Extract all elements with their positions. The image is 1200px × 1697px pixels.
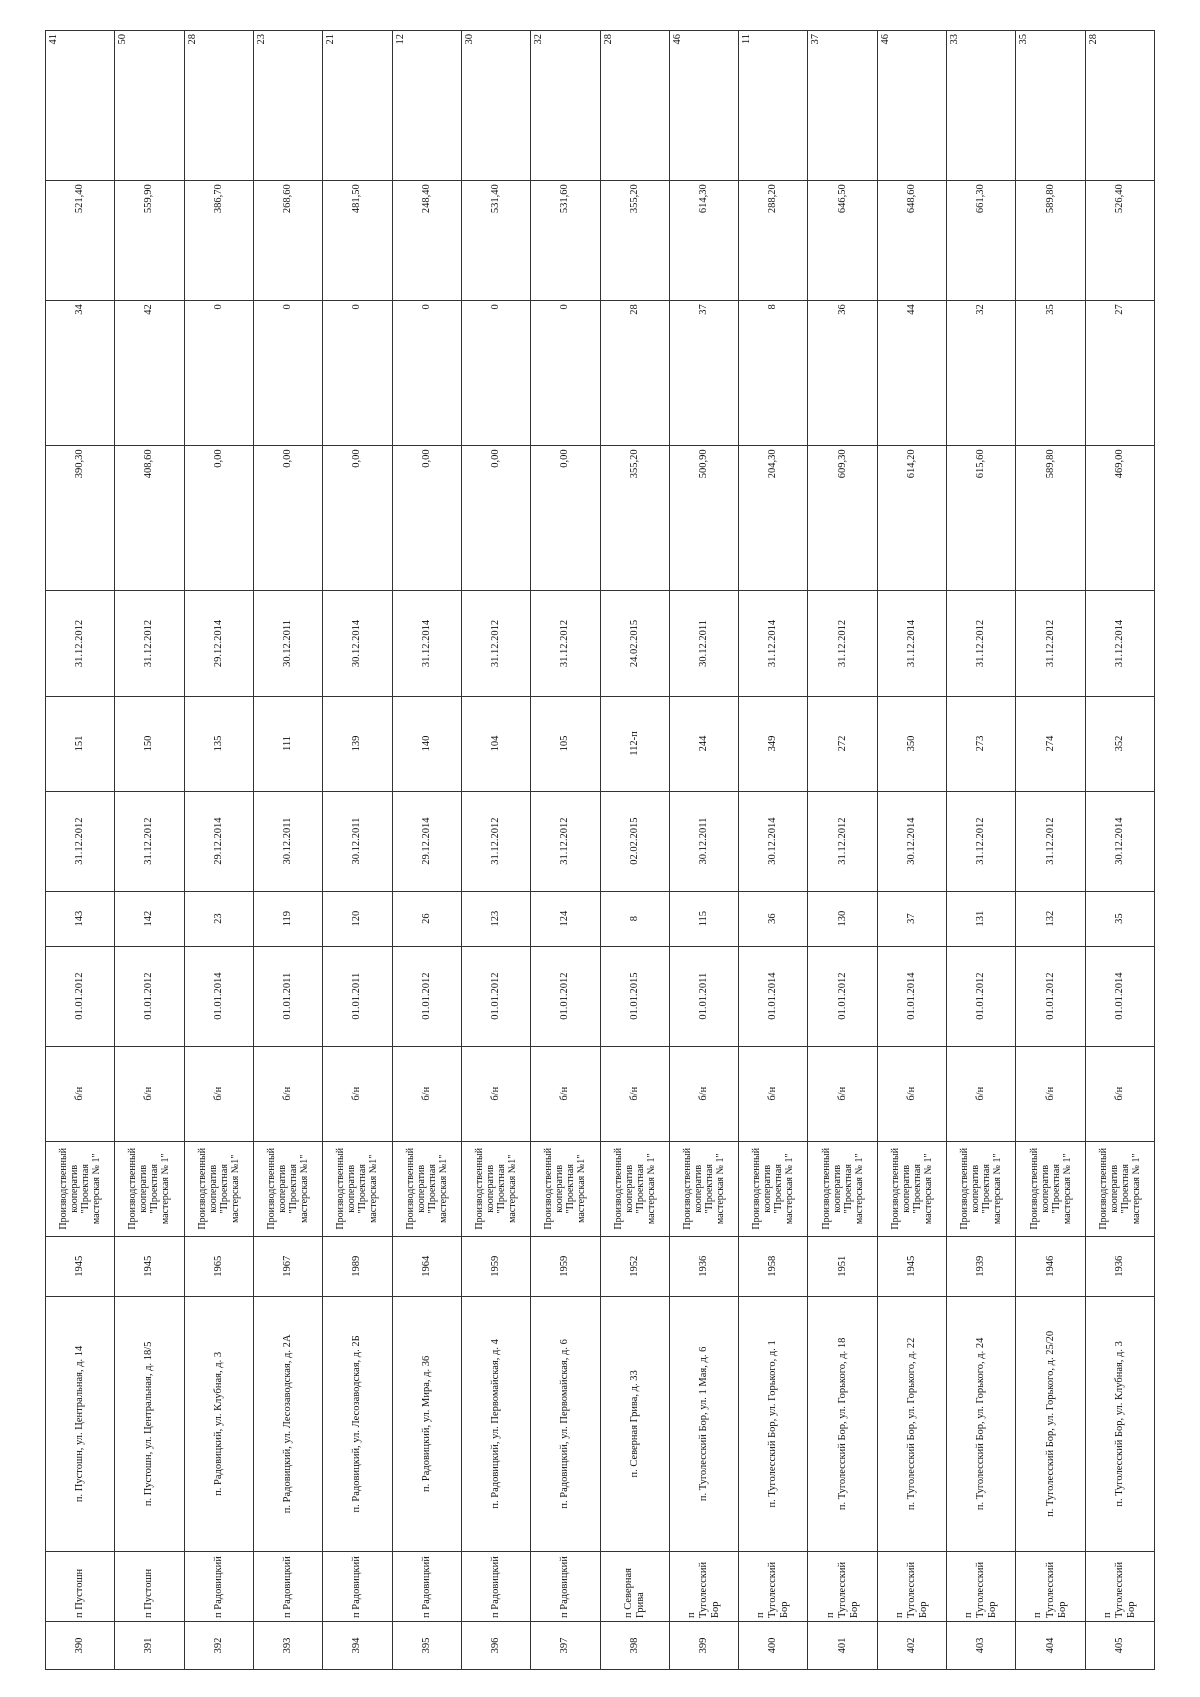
- year-built-cell: 1951: [808, 1236, 877, 1296]
- contractor-cell: Производственный кооператив "Проектная мастерская №1": [392, 1141, 461, 1236]
- order-date-cell: 31.12.2014: [1085, 591, 1154, 696]
- count-1-cell: 0: [323, 301, 392, 446]
- start-date-cell: 01.01.2014: [877, 946, 946, 1046]
- act-number-cell: 131: [947, 891, 1016, 946]
- order-number-cell: 139: [323, 696, 392, 791]
- year-built-cell: 1959: [461, 1236, 530, 1296]
- count-1-cell: 0: [253, 301, 322, 446]
- order-date-cell: 31.12.2012: [808, 591, 877, 696]
- value-1-cell: 0,00: [253, 446, 322, 591]
- table-row: [46, 31, 115, 1670]
- contractor-cell: Производственный кооператив "Проектная мастерская №1": [461, 1141, 530, 1236]
- start-date-cell: 01.01.2012: [947, 946, 1016, 1046]
- count-2-cell: 32: [531, 31, 600, 181]
- act-number-cell: 36: [739, 891, 808, 946]
- document-number-cell: б/н: [1016, 1046, 1085, 1141]
- start-date-cell: 01.01.2011: [253, 946, 322, 1046]
- address-cell: п. Туголесский Бор, ул. 1 Мая, д. 6: [669, 1296, 738, 1551]
- rotated-page: [45, 30, 1155, 1670]
- value-2-cell: 614,30: [669, 181, 738, 301]
- act-date-cell: 31.12.2012: [46, 791, 115, 891]
- table-row: [1016, 31, 1085, 1670]
- row-number-cell: 394: [323, 1621, 392, 1669]
- start-date-cell: 01.01.2014: [1085, 946, 1154, 1046]
- order-number-cell: 150: [115, 696, 184, 791]
- act-date-cell: 29.12.2014: [184, 791, 253, 891]
- order-date-cell: 30.12.2011: [669, 591, 738, 696]
- contractor-cell: Производственный кооператив "Проектная мастерская № 1": [947, 1141, 1016, 1236]
- year-built-cell: 1945: [877, 1236, 946, 1296]
- order-number-cell: 105: [531, 696, 600, 791]
- count-2-cell: 33: [947, 31, 1016, 181]
- start-date-cell: 01.01.2012: [392, 946, 461, 1046]
- contractor-cell: Производственный кооператив "Проектная мастерская № 1": [739, 1141, 808, 1236]
- count-2-cell: 28: [184, 31, 253, 181]
- act-number-cell: 8: [600, 891, 669, 946]
- start-date-cell: 01.01.2012: [1016, 946, 1085, 1046]
- count-1-cell: 27: [1085, 301, 1154, 446]
- order-date-cell: 31.12.2012: [461, 591, 530, 696]
- value-1-cell: 355,20: [600, 446, 669, 591]
- contractor-cell: Производственный кооператив "Проектная мастерская № 1": [808, 1141, 877, 1236]
- address-cell: п. Радовицкий, ул. Первомайская, д. 4: [461, 1296, 530, 1551]
- document-number-cell: б/н: [392, 1046, 461, 1141]
- order-date-cell: 24.02.2015: [600, 591, 669, 696]
- row-number-cell: 401: [808, 1621, 877, 1669]
- address-cell: п. Радовицкий, ул. Первомайская, д. 6: [531, 1296, 600, 1551]
- count-2-cell: 21: [323, 31, 392, 181]
- address-cell: п. Радовицкий, ул. Мира, д. 36: [392, 1296, 461, 1551]
- act-date-cell: 29.12.2014: [392, 791, 461, 891]
- value-1-cell: 0,00: [531, 446, 600, 591]
- act-number-cell: 119: [253, 891, 322, 946]
- year-built-cell: 1945: [46, 1236, 115, 1296]
- table-row: [253, 31, 322, 1670]
- start-date-cell: 01.01.2011: [669, 946, 738, 1046]
- act-date-cell: 31.12.2012: [947, 791, 1016, 891]
- address-cell: п. Северная Грива, д. 33: [600, 1296, 669, 1551]
- address-cell: п. Туголесский Бор, ул. Клубная, д. 3: [1085, 1296, 1154, 1551]
- count-2-cell: 35: [1016, 31, 1085, 181]
- row-number-cell: 399: [669, 1621, 738, 1669]
- count-2-cell: 30: [461, 31, 530, 181]
- order-number-cell: 244: [669, 696, 738, 791]
- value-1-cell: 614,20: [877, 446, 946, 591]
- row-number-cell: 392: [184, 1621, 253, 1669]
- act-number-cell: 115: [669, 891, 738, 946]
- value-2-cell: 646,50: [808, 181, 877, 301]
- document-number-cell: б/н: [253, 1046, 322, 1141]
- document-number-cell: б/н: [461, 1046, 530, 1141]
- table-row: [392, 31, 461, 1670]
- act-date-cell: 30.12.2011: [669, 791, 738, 891]
- row-number-cell: 400: [739, 1621, 808, 1669]
- address-cell: п. Туголесский Бор, ул. Горького, д. 1: [739, 1296, 808, 1551]
- count-1-cell: 28: [600, 301, 669, 446]
- start-date-cell: 01.01.2012: [808, 946, 877, 1046]
- act-number-cell: 142: [115, 891, 184, 946]
- value-2-cell: 288,20: [739, 181, 808, 301]
- contractor-cell: Производственный кооператив "Проектная мастерская № 1": [600, 1141, 669, 1236]
- value-2-cell: 648,60: [877, 181, 946, 301]
- count-1-cell: 32: [947, 301, 1016, 446]
- act-number-cell: 23: [184, 891, 253, 946]
- contractor-cell: Производственный кооператив "Проектная мастерская № 1": [1016, 1141, 1085, 1236]
- document-number-cell: б/н: [115, 1046, 184, 1141]
- contractor-cell: Производственный кооператив "Проектная мастерская №1": [253, 1141, 322, 1236]
- address-cell: п. Пустошн, ул. Центральная, д. 18/5: [115, 1296, 184, 1551]
- count-1-cell: 0: [184, 301, 253, 446]
- table-row: [877, 31, 946, 1670]
- document-number-cell: б/н: [669, 1046, 738, 1141]
- settlement-cell: п Пустошн: [46, 1551, 115, 1621]
- act-number-cell: 123: [461, 891, 530, 946]
- act-date-cell: 30.12.2014: [877, 791, 946, 891]
- count-1-cell: 34: [46, 301, 115, 446]
- document-number-cell: б/н: [600, 1046, 669, 1141]
- table-row: [739, 31, 808, 1670]
- value-2-cell: 559,90: [115, 181, 184, 301]
- order-number-cell: 350: [877, 696, 946, 791]
- order-date-cell: 31.12.2014: [392, 591, 461, 696]
- settlement-cell: п Радовицкий: [461, 1551, 530, 1621]
- table-row: [1085, 31, 1154, 1670]
- act-date-cell: 30.12.2014: [739, 791, 808, 891]
- row-number-cell: 395: [392, 1621, 461, 1669]
- start-date-cell: 01.01.2011: [323, 946, 392, 1046]
- year-built-cell: 1936: [669, 1236, 738, 1296]
- row-number-cell: 397: [531, 1621, 600, 1669]
- document-number-cell: б/н: [947, 1046, 1016, 1141]
- act-number-cell: 124: [531, 891, 600, 946]
- settlement-cell: п Радовицкий: [253, 1551, 322, 1621]
- buildings-table: [45, 30, 1155, 1670]
- act-date-cell: 30.12.2011: [253, 791, 322, 891]
- count-2-cell: 37: [808, 31, 877, 181]
- year-built-cell: 1965: [184, 1236, 253, 1296]
- document-number-cell: б/н: [808, 1046, 877, 1141]
- document-number-cell: б/н: [323, 1046, 392, 1141]
- value-2-cell: 481,50: [323, 181, 392, 301]
- act-date-cell: 31.12.2012: [531, 791, 600, 891]
- year-built-cell: 1989: [323, 1236, 392, 1296]
- table-row: [947, 31, 1016, 1670]
- count-1-cell: 0: [461, 301, 530, 446]
- address-cell: п. Радовицкий, ул. Лесозаводская, д. 2Б: [323, 1296, 392, 1551]
- contractor-cell: Производственный кооператив "Проектная мастерская №1": [323, 1141, 392, 1236]
- settlement-cell: п Радовицкий: [531, 1551, 600, 1621]
- value-2-cell: 526,40: [1085, 181, 1154, 301]
- document-number-cell: б/н: [1085, 1046, 1154, 1141]
- settlement-cell: п Радовицкий: [323, 1551, 392, 1621]
- count-2-cell: 46: [669, 31, 738, 181]
- row-number-cell: 390: [46, 1621, 115, 1669]
- settlement-cell: п Туголесский Бор: [808, 1551, 877, 1621]
- order-number-cell: 349: [739, 696, 808, 791]
- year-built-cell: 1967: [253, 1236, 322, 1296]
- year-built-cell: 1952: [600, 1236, 669, 1296]
- count-1-cell: 8: [739, 301, 808, 446]
- row-number-cell: 393: [253, 1621, 322, 1669]
- value-2-cell: 248,40: [392, 181, 461, 301]
- act-date-cell: 31.12.2012: [808, 791, 877, 891]
- settlement-cell: п Радовицкий: [184, 1551, 253, 1621]
- year-built-cell: 1946: [1016, 1236, 1085, 1296]
- address-cell: п. Туголесский Бор, ул. Горького, д. 18: [808, 1296, 877, 1551]
- table-row: [323, 31, 392, 1670]
- order-date-cell: 29.12.2014: [184, 591, 253, 696]
- row-number-cell: 405: [1085, 1621, 1154, 1669]
- start-date-cell: 01.01.2012: [461, 946, 530, 1046]
- start-date-cell: 01.01.2012: [46, 946, 115, 1046]
- start-date-cell: 01.01.2014: [184, 946, 253, 1046]
- table-row: [531, 31, 600, 1670]
- start-date-cell: 01.01.2015: [600, 946, 669, 1046]
- count-2-cell: 28: [1085, 31, 1154, 181]
- order-date-cell: 31.12.2012: [1016, 591, 1085, 696]
- count-1-cell: 0: [531, 301, 600, 446]
- table-row: [461, 31, 530, 1670]
- order-date-cell: 31.12.2012: [947, 591, 1016, 696]
- row-number-cell: 391: [115, 1621, 184, 1669]
- row-number-cell: 396: [461, 1621, 530, 1669]
- act-date-cell: 31.12.2012: [461, 791, 530, 891]
- contractor-cell: Производственный кооператив "Проектная мастерская № 1": [115, 1141, 184, 1236]
- act-number-cell: 130: [808, 891, 877, 946]
- table-row: [600, 31, 669, 1670]
- settlement-cell: п Туголесский Бор: [739, 1551, 808, 1621]
- value-2-cell: 661,30: [947, 181, 1016, 301]
- value-1-cell: 615,60: [947, 446, 1016, 591]
- count-2-cell: 11: [739, 31, 808, 181]
- value-1-cell: 609,30: [808, 446, 877, 591]
- value-1-cell: 469,00: [1085, 446, 1154, 591]
- document-number-cell: б/н: [877, 1046, 946, 1141]
- contractor-cell: Производственный кооператив "Проектная мастерская № 1": [1085, 1141, 1154, 1236]
- value-1-cell: 0,00: [461, 446, 530, 591]
- table-row: [808, 31, 877, 1670]
- order-number-cell: 352: [1085, 696, 1154, 791]
- value-2-cell: 531,60: [531, 181, 600, 301]
- act-number-cell: 120: [323, 891, 392, 946]
- count-1-cell: 44: [877, 301, 946, 446]
- value-1-cell: 0,00: [392, 446, 461, 591]
- value-1-cell: 0,00: [184, 446, 253, 591]
- document-number-cell: б/н: [739, 1046, 808, 1141]
- address-cell: п. Радовицкий, ул. Клубная, д. 3: [184, 1296, 253, 1551]
- act-date-cell: 31.12.2012: [1016, 791, 1085, 891]
- settlement-cell: п Северная Грива: [600, 1551, 669, 1621]
- order-date-cell: 31.12.2012: [531, 591, 600, 696]
- act-date-cell: 31.12.2012: [115, 791, 184, 891]
- settlement-cell: п Туголесский Бор: [947, 1551, 1016, 1621]
- value-1-cell: 204,30: [739, 446, 808, 591]
- contractor-cell: Производственный кооператив "Проектная мастерская № 1": [877, 1141, 946, 1236]
- count-2-cell: 23: [253, 31, 322, 181]
- contractor-cell: Производственный кооператив "Проектная мастерская № 1": [46, 1141, 115, 1236]
- table-row: [115, 31, 184, 1670]
- value-1-cell: 390,30: [46, 446, 115, 591]
- document-number-cell: б/н: [184, 1046, 253, 1141]
- contractor-cell: Производственный кооператив "Проектная мастерская №1": [184, 1141, 253, 1236]
- address-cell: п. Туголесский Бор, ул. Горького, д. 25/20: [1016, 1296, 1085, 1551]
- act-number-cell: 37: [877, 891, 946, 946]
- settlement-cell: п Туголесский Бор: [669, 1551, 738, 1621]
- count-1-cell: 35: [1016, 301, 1085, 446]
- order-number-cell: 112-п: [600, 696, 669, 791]
- act-number-cell: 35: [1085, 891, 1154, 946]
- order-date-cell: 31.12.2012: [115, 591, 184, 696]
- year-built-cell: 1964: [392, 1236, 461, 1296]
- year-built-cell: 1939: [947, 1236, 1016, 1296]
- value-2-cell: 521,40: [46, 181, 115, 301]
- act-date-cell: 02.02.2015: [600, 791, 669, 891]
- year-built-cell: 1958: [739, 1236, 808, 1296]
- year-built-cell: 1945: [115, 1236, 184, 1296]
- settlement-cell: п Туголесский Бор: [1016, 1551, 1085, 1621]
- count-1-cell: 36: [808, 301, 877, 446]
- address-cell: п. Туголесский Бор, ул. Горького, д. 24: [947, 1296, 1016, 1551]
- value-2-cell: 531,40: [461, 181, 530, 301]
- value-2-cell: 355,20: [600, 181, 669, 301]
- contractor-cell: Производственный кооператив "Проектная мастерская №1": [531, 1141, 600, 1236]
- start-date-cell: 01.01.2012: [531, 946, 600, 1046]
- value-1-cell: 500,90: [669, 446, 738, 591]
- count-1-cell: 42: [115, 301, 184, 446]
- address-cell: п. Радовицкий, ул. Лесозаводская, д. 2А: [253, 1296, 322, 1551]
- count-2-cell: 12: [392, 31, 461, 181]
- order-number-cell: 272: [808, 696, 877, 791]
- document-number-cell: б/н: [46, 1046, 115, 1141]
- order-number-cell: 140: [392, 696, 461, 791]
- order-date-cell: 31.12.2014: [877, 591, 946, 696]
- row-number-cell: 404: [1016, 1621, 1085, 1669]
- order-number-cell: 135: [184, 696, 253, 791]
- table-row: [669, 31, 738, 1670]
- value-2-cell: 589,80: [1016, 181, 1085, 301]
- row-number-cell: 398: [600, 1621, 669, 1669]
- count-2-cell: 41: [46, 31, 115, 181]
- year-built-cell: 1936: [1085, 1236, 1154, 1296]
- table-row: [184, 31, 253, 1670]
- order-number-cell: 104: [461, 696, 530, 791]
- value-2-cell: 386,70: [184, 181, 253, 301]
- value-1-cell: 408,60: [115, 446, 184, 591]
- year-built-cell: 1959: [531, 1236, 600, 1296]
- act-number-cell: 132: [1016, 891, 1085, 946]
- start-date-cell: 01.01.2012: [115, 946, 184, 1046]
- row-number-cell: 403: [947, 1621, 1016, 1669]
- order-date-cell: 30.12.2014: [323, 591, 392, 696]
- table-body: [46, 31, 1155, 1670]
- order-date-cell: 30.12.2011: [253, 591, 322, 696]
- act-date-cell: 30.12.2011: [323, 791, 392, 891]
- order-date-cell: 31.12.2014: [739, 591, 808, 696]
- order-number-cell: 274: [1016, 696, 1085, 791]
- count-1-cell: 0: [392, 301, 461, 446]
- order-number-cell: 273: [947, 696, 1016, 791]
- count-2-cell: 28: [600, 31, 669, 181]
- document-number-cell: б/н: [531, 1046, 600, 1141]
- contractor-cell: Производственный кооператив "Проектная мастерская № 1": [669, 1141, 738, 1236]
- act-number-cell: 143: [46, 891, 115, 946]
- order-date-cell: 31.12.2012: [46, 591, 115, 696]
- row-number-cell: 402: [877, 1621, 946, 1669]
- address-cell: п. Пустошн, ул. Центральная, д. 14: [46, 1296, 115, 1551]
- count-1-cell: 37: [669, 301, 738, 446]
- act-date-cell: 30.12.2014: [1085, 791, 1154, 891]
- act-number-cell: 26: [392, 891, 461, 946]
- address-cell: п. Туголесский Бор, ул. Горького, д. 22: [877, 1296, 946, 1551]
- settlement-cell: п Туголесский Бор: [877, 1551, 946, 1621]
- count-2-cell: 50: [115, 31, 184, 181]
- order-number-cell: 111: [253, 696, 322, 791]
- value-2-cell: 268,60: [253, 181, 322, 301]
- count-2-cell: 46: [877, 31, 946, 181]
- order-number-cell: 151: [46, 696, 115, 791]
- value-1-cell: 589,80: [1016, 446, 1085, 591]
- value-1-cell: 0,00: [323, 446, 392, 591]
- start-date-cell: 01.01.2014: [739, 946, 808, 1046]
- settlement-cell: п Радовицкий: [392, 1551, 461, 1621]
- settlement-cell: п Пустошн: [115, 1551, 184, 1621]
- settlement-cell: п Туголесский Бор: [1085, 1551, 1154, 1621]
